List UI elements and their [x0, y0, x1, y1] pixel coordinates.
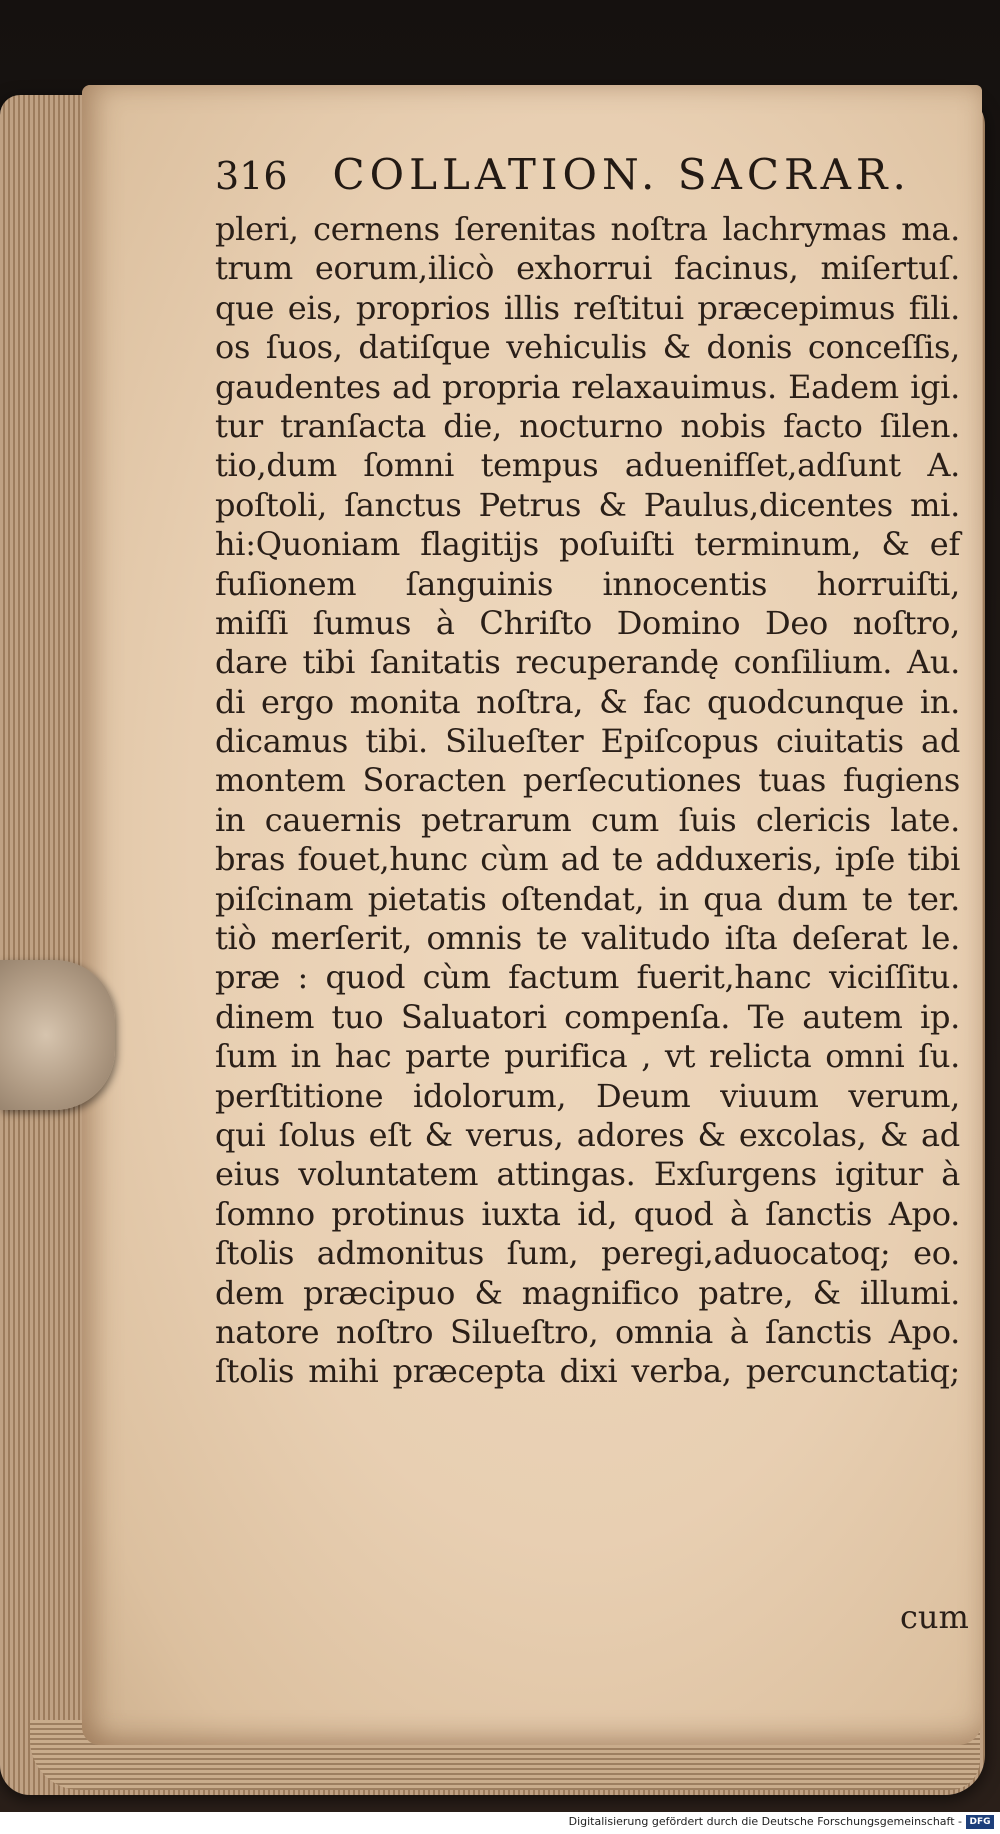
- text-line: dare tibi ſanitatis recuperandę conſilium. Au.: [215, 643, 960, 682]
- text-line: miſſi ſumus à Chriſto Domino Deo noſtro,: [215, 603, 960, 642]
- text-line: di ergo monita noſtra, & fac quodcunque in.: [215, 682, 960, 721]
- text-line: dicamus tibi. Silueſter Epiſcopus ciuitatis ad: [215, 722, 960, 761]
- text-line: pleri, cernens ſerenitas noſtra lachrymas ma.: [215, 210, 960, 248]
- text-line: gaudentes ad propria relaxauimus. Eadem igi.: [215, 367, 960, 406]
- text-line: qui ſolus eſt & verus, adores & excolas, & ad: [215, 1115, 960, 1154]
- book-clasp: [0, 960, 115, 1110]
- text-line: trum eorum,ilicò exhorrui facinus, miſertuſ.: [215, 249, 960, 288]
- page-header: [215, 150, 915, 210]
- text-line: dem præcipuo & magnifico patre, & illumi.: [215, 1273, 960, 1312]
- text-line: ſum in hac parte purifica , vt relicta omni ſu.: [215, 1037, 960, 1076]
- text-line: tur tranſacta die, nocturno nobis facto ſilen.: [215, 406, 960, 445]
- text-line: tiò merſerit, omnis te valitudo iſta deſerat le.: [215, 919, 960, 958]
- text-line: eius voluntatem attingas. Exſurgens igitur à: [215, 1155, 960, 1194]
- text-line: ſtolis admonitus ſum, peregi,aduocatoq; eo.: [215, 1234, 960, 1273]
- text-line: ſtolis mihi præcepta dixi verba, percunctatiq;: [215, 1352, 960, 1391]
- dfg-logo: DFG: [966, 1815, 994, 1829]
- text-line: tio,dum ſomni tempus aduenifſet,adſunt A.: [215, 446, 960, 485]
- text-line: piſcinam pietatis oſtendat, in qua dum te ter.: [215, 879, 960, 918]
- text-line: dinem tuo Saluatori compenſa. Te autem ip.: [215, 997, 960, 1036]
- running-title: COLLATION. SACRAR.: [332, 150, 911, 199]
- text-line: que eis, proprios illis reſtitui præcepimus fili.: [215, 288, 960, 327]
- text-line: hi:Quoniam flagitijs poſuiſti terminum, & ef: [215, 525, 960, 564]
- page-number: 316: [215, 154, 288, 198]
- text-line: fuſionem ſanguinis innocentis horruiſti,: [215, 564, 960, 603]
- catchword: cum: [900, 1598, 969, 1636]
- text-line: natore noſtro Silueſtro, omnia à ſanctis Apo.: [215, 1312, 960, 1351]
- text-line: bras fouet,hunc cùm ad te adduxeris, ipſe tibi: [215, 840, 960, 879]
- text-line: in cauernis petrarum cum ſuis clericis late.: [215, 800, 960, 839]
- text-line: poſtoli, ſanctus Petrus & Paulus,dicentes mi.: [215, 485, 960, 524]
- text-line: perſtitione idolorum, Deum viuum verum,: [215, 1076, 960, 1115]
- text-line: præ : quod cùm factum fuerit,hanc viciſſitu.: [215, 958, 960, 997]
- text-line: montem Soracten perſecutiones tuas fugiens: [215, 761, 960, 800]
- text-line: ſomno protinus iuxta id, quod à ſanctis Apo.: [215, 1194, 960, 1233]
- text-line: os ſuos, datiſque vehiculis & donis conceſſis,: [215, 328, 960, 367]
- body-text: [215, 210, 965, 1392]
- funding-attribution: Digitalisierung gefördert durch die Deutsche Forschungsgemeinschaft -: [568, 1815, 962, 1828]
